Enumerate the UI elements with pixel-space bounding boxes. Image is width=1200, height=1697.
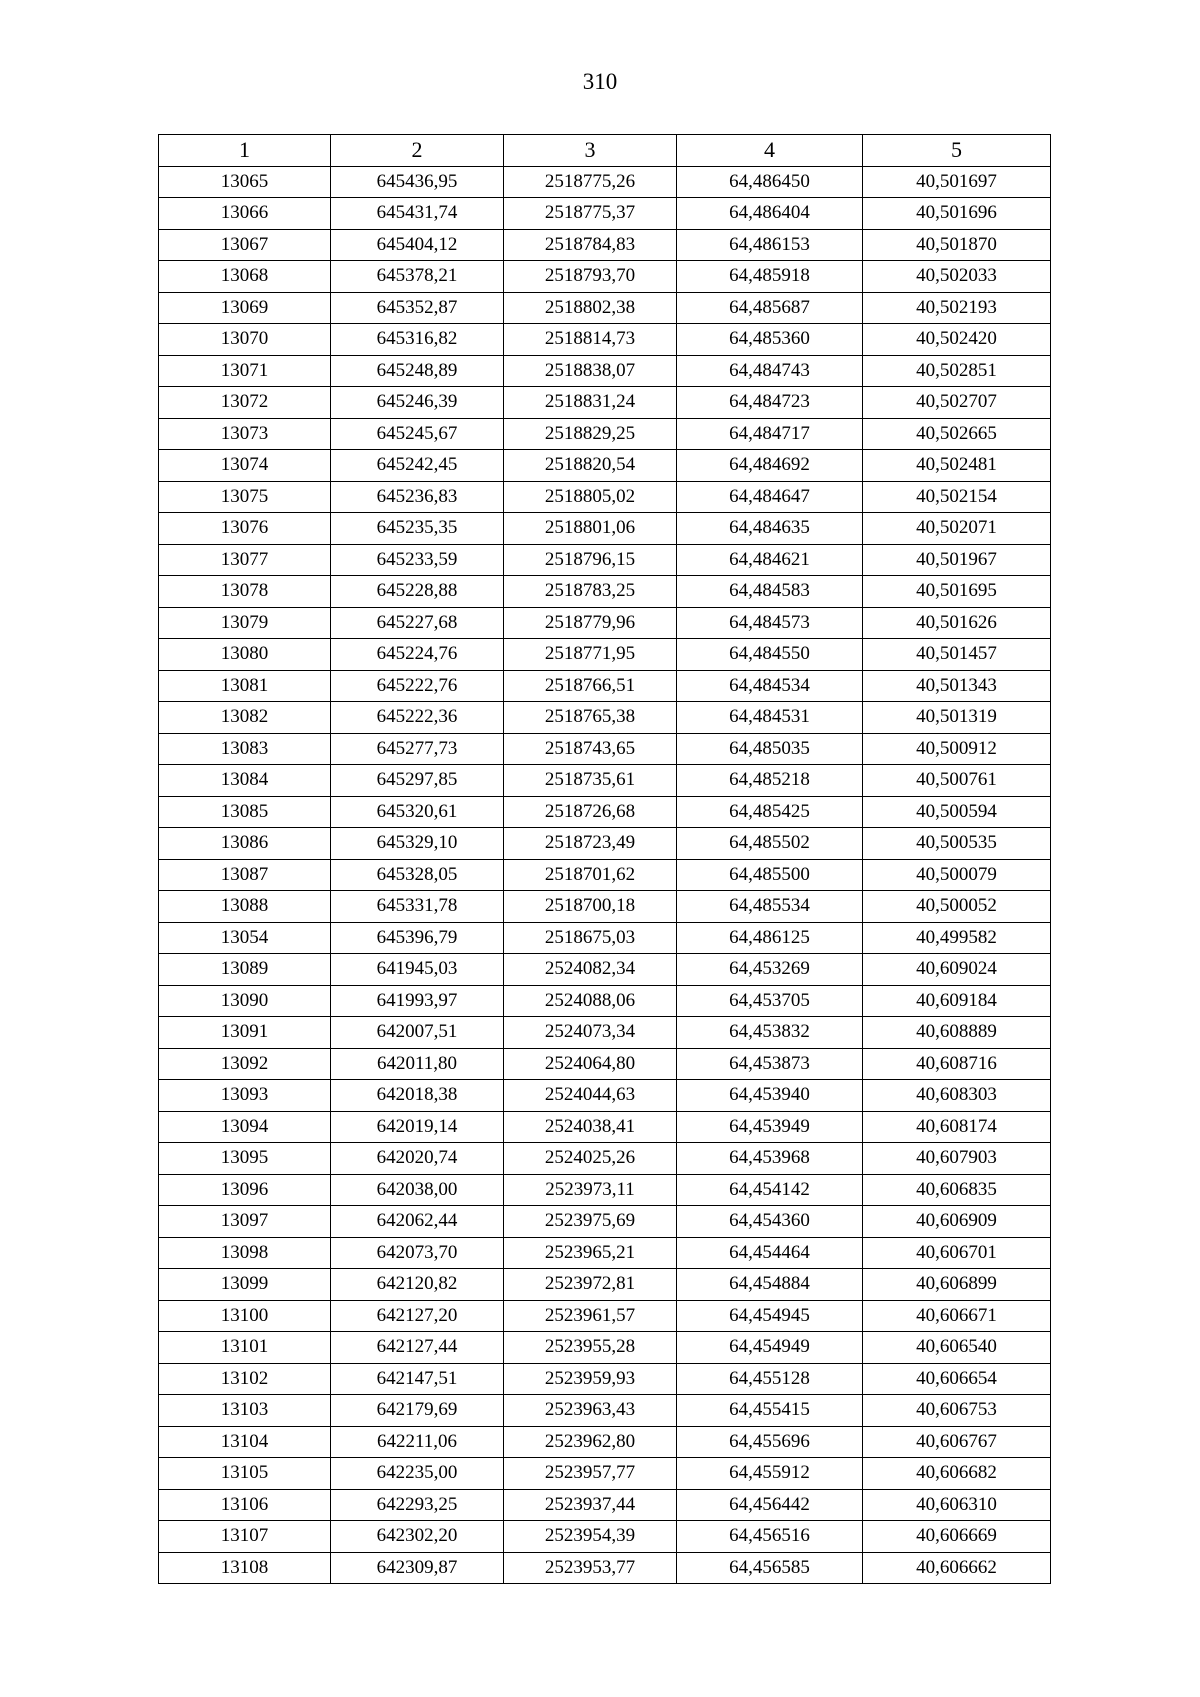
longitude-cell: 40,501695: [863, 576, 1051, 608]
y-coordinate-cell: 2518766,51: [504, 670, 677, 702]
table-row: [159, 1080, 1051, 1112]
table-row: [159, 1332, 1051, 1364]
longitude-cell: 40,606671: [863, 1300, 1051, 1332]
point-number-cell: 13070: [159, 324, 331, 356]
x-coordinate-cell: 645396,79: [331, 922, 504, 954]
point-number-cell: 13102: [159, 1363, 331, 1395]
x-coordinate-cell: 642235,00: [331, 1458, 504, 1490]
latitude-cell: 64,455912: [677, 1458, 863, 1490]
x-coordinate-cell: 642302,20: [331, 1521, 504, 1553]
table-row: [159, 1395, 1051, 1427]
y-coordinate-cell: 2523955,28: [504, 1332, 677, 1364]
table-row: [159, 985, 1051, 1017]
page-number: 310: [582, 69, 618, 94]
column-header: 5: [863, 135, 1051, 167]
longitude-cell: 40,502154: [863, 481, 1051, 513]
latitude-cell: 64,453940: [677, 1080, 863, 1112]
longitude-cell: 40,501697: [863, 166, 1051, 198]
latitude-cell: 64,485500: [677, 859, 863, 891]
latitude-cell: 64,454360: [677, 1206, 863, 1238]
point-number-cell: 13082: [159, 702, 331, 734]
longitude-cell: 40,609184: [863, 985, 1051, 1017]
y-coordinate-cell: 2518831,24: [504, 387, 677, 419]
longitude-cell: 40,501319: [863, 702, 1051, 734]
longitude-cell: 40,500912: [863, 733, 1051, 765]
x-coordinate-cell: 645248,89: [331, 355, 504, 387]
x-coordinate-cell: 641945,03: [331, 954, 504, 986]
table-row: [159, 1143, 1051, 1175]
point-number-cell: 13093: [159, 1080, 331, 1112]
y-coordinate-cell: 2518796,15: [504, 544, 677, 576]
latitude-cell: 64,484692: [677, 450, 863, 482]
x-coordinate-cell: 645316,82: [331, 324, 504, 356]
point-number-cell: 13085: [159, 796, 331, 828]
latitude-cell: 64,454945: [677, 1300, 863, 1332]
latitude-cell: 64,486450: [677, 166, 863, 198]
longitude-cell: 40,606540: [863, 1332, 1051, 1364]
table-row: [159, 1552, 1051, 1584]
point-number-cell: 13073: [159, 418, 331, 450]
longitude-cell: 40,606682: [863, 1458, 1051, 1490]
point-number-cell: 13108: [159, 1552, 331, 1584]
y-coordinate-cell: 2524038,41: [504, 1111, 677, 1143]
x-coordinate-cell: 645245,67: [331, 418, 504, 450]
latitude-cell: 64,454142: [677, 1174, 863, 1206]
latitude-cell: 64,453832: [677, 1017, 863, 1049]
longitude-cell: 40,501967: [863, 544, 1051, 576]
table-row: [159, 1521, 1051, 1553]
longitude-cell: 40,502481: [863, 450, 1051, 482]
point-number-cell: 13067: [159, 229, 331, 261]
latitude-cell: 64,485687: [677, 292, 863, 324]
point-number-cell: 13075: [159, 481, 331, 513]
point-number-cell: 13065: [159, 166, 331, 198]
table-row: [159, 544, 1051, 576]
latitude-cell: 64,484550: [677, 639, 863, 671]
latitude-cell: 64,453705: [677, 985, 863, 1017]
point-number-cell: 13086: [159, 828, 331, 860]
table-row: [159, 1174, 1051, 1206]
y-coordinate-cell: 2523954,39: [504, 1521, 677, 1553]
latitude-cell: 64,485534: [677, 891, 863, 923]
point-number-cell: 13083: [159, 733, 331, 765]
point-number-cell: 13100: [159, 1300, 331, 1332]
x-coordinate-cell: 645222,36: [331, 702, 504, 734]
table-row: [159, 859, 1051, 891]
point-number-cell: 13072: [159, 387, 331, 419]
latitude-cell: 64,484531: [677, 702, 863, 734]
x-coordinate-cell: 642179,69: [331, 1395, 504, 1427]
latitude-cell: 64,484534: [677, 670, 863, 702]
x-coordinate-cell: 642019,14: [331, 1111, 504, 1143]
longitude-cell: 40,502033: [863, 261, 1051, 293]
longitude-cell: 40,606909: [863, 1206, 1051, 1238]
point-number-cell: 13091: [159, 1017, 331, 1049]
longitude-cell: 40,608174: [863, 1111, 1051, 1143]
table-row: [159, 1111, 1051, 1143]
table-row: [159, 639, 1051, 671]
longitude-cell: 40,606654: [863, 1363, 1051, 1395]
table-row: [159, 922, 1051, 954]
point-number-cell: 13081: [159, 670, 331, 702]
latitude-cell: 64,486404: [677, 198, 863, 230]
point-number-cell: 13087: [159, 859, 331, 891]
latitude-cell: 64,454464: [677, 1237, 863, 1269]
latitude-cell: 64,485035: [677, 733, 863, 765]
x-coordinate-cell: 645224,76: [331, 639, 504, 671]
point-number-cell: 13098: [159, 1237, 331, 1269]
y-coordinate-cell: 2523957,77: [504, 1458, 677, 1490]
table-row: [159, 607, 1051, 639]
table-row: [159, 828, 1051, 860]
y-coordinate-cell: 2524044,63: [504, 1080, 677, 1112]
y-coordinate-cell: 2523962,80: [504, 1426, 677, 1458]
x-coordinate-cell: 642147,51: [331, 1363, 504, 1395]
y-coordinate-cell: 2518775,26: [504, 166, 677, 198]
table-row: [159, 1206, 1051, 1238]
point-number-cell: 13099: [159, 1269, 331, 1301]
longitude-cell: 40,500594: [863, 796, 1051, 828]
point-number-cell: 13105: [159, 1458, 331, 1490]
longitude-cell: 40,608716: [863, 1048, 1051, 1080]
point-number-cell: 13092: [159, 1048, 331, 1080]
longitude-cell: 40,501457: [863, 639, 1051, 671]
table-row: [159, 1363, 1051, 1395]
x-coordinate-cell: 642073,70: [331, 1237, 504, 1269]
longitude-cell: 40,502665: [863, 418, 1051, 450]
point-number-cell: 13089: [159, 954, 331, 986]
table-row: [159, 1048, 1051, 1080]
y-coordinate-cell: 2518726,68: [504, 796, 677, 828]
latitude-cell: 64,485218: [677, 765, 863, 797]
longitude-cell: 40,501696: [863, 198, 1051, 230]
point-number-cell: 13068: [159, 261, 331, 293]
x-coordinate-cell: 641993,97: [331, 985, 504, 1017]
table-row: [159, 292, 1051, 324]
y-coordinate-cell: 2518820,54: [504, 450, 677, 482]
longitude-cell: 40,500761: [863, 765, 1051, 797]
table-row: [159, 796, 1051, 828]
table-row: [159, 670, 1051, 702]
y-coordinate-cell: 2518784,83: [504, 229, 677, 261]
latitude-cell: 64,455128: [677, 1363, 863, 1395]
point-number-cell: 13074: [159, 450, 331, 482]
point-number-cell: 13077: [159, 544, 331, 576]
x-coordinate-cell: 645328,05: [331, 859, 504, 891]
longitude-cell: 40,501343: [863, 670, 1051, 702]
y-coordinate-cell: 2518700,18: [504, 891, 677, 923]
x-coordinate-cell: 642007,51: [331, 1017, 504, 1049]
longitude-cell: 40,609024: [863, 954, 1051, 986]
table-row: [159, 576, 1051, 608]
longitude-cell: 40,500079: [863, 859, 1051, 891]
table-row: [159, 198, 1051, 230]
longitude-cell: 40,499582: [863, 922, 1051, 954]
latitude-cell: 64,485425: [677, 796, 863, 828]
point-number-cell: 13066: [159, 198, 331, 230]
point-number-cell: 13088: [159, 891, 331, 923]
table-row: [159, 355, 1051, 387]
table-row: [159, 954, 1051, 986]
latitude-cell: 64,454884: [677, 1269, 863, 1301]
point-number-cell: 13071: [159, 355, 331, 387]
x-coordinate-cell: 645228,88: [331, 576, 504, 608]
x-coordinate-cell: 642011,80: [331, 1048, 504, 1080]
y-coordinate-cell: 2518814,73: [504, 324, 677, 356]
longitude-cell: 40,502707: [863, 387, 1051, 419]
y-coordinate-cell: 2518783,25: [504, 576, 677, 608]
point-number-cell: 13097: [159, 1206, 331, 1238]
y-coordinate-cell: 2518771,95: [504, 639, 677, 671]
latitude-cell: 64,453873: [677, 1048, 863, 1080]
latitude-cell: 64,484723: [677, 387, 863, 419]
table-row: [159, 891, 1051, 923]
table-row: [159, 1017, 1051, 1049]
longitude-cell: 40,606310: [863, 1489, 1051, 1521]
table-row: [159, 324, 1051, 356]
x-coordinate-cell: 645235,35: [331, 513, 504, 545]
table-row: [159, 1237, 1051, 1269]
x-coordinate-cell: 645246,39: [331, 387, 504, 419]
longitude-cell: 40,606767: [863, 1426, 1051, 1458]
point-number-cell: 13069: [159, 292, 331, 324]
y-coordinate-cell: 2524082,34: [504, 954, 677, 986]
x-coordinate-cell: 645431,74: [331, 198, 504, 230]
latitude-cell: 64,484717: [677, 418, 863, 450]
x-coordinate-cell: 645236,83: [331, 481, 504, 513]
longitude-cell: 40,502071: [863, 513, 1051, 545]
latitude-cell: 64,484743: [677, 355, 863, 387]
x-coordinate-cell: 645222,76: [331, 670, 504, 702]
table-header: [159, 135, 1051, 167]
y-coordinate-cell: 2518779,96: [504, 607, 677, 639]
longitude-cell: 40,606899: [863, 1269, 1051, 1301]
x-coordinate-cell: 645378,21: [331, 261, 504, 293]
latitude-cell: 64,486125: [677, 922, 863, 954]
column-header: 1: [159, 135, 331, 167]
x-coordinate-cell: 645233,59: [331, 544, 504, 576]
table-row: [159, 702, 1051, 734]
longitude-cell: 40,606669: [863, 1521, 1051, 1553]
table-row: [159, 733, 1051, 765]
table-row: [159, 1489, 1051, 1521]
longitude-cell: 40,606701: [863, 1237, 1051, 1269]
y-coordinate-cell: 2518805,02: [504, 481, 677, 513]
point-number-cell: 13079: [159, 607, 331, 639]
column-header: 4: [677, 135, 863, 167]
y-coordinate-cell: 2518838,07: [504, 355, 677, 387]
point-number-cell: 13094: [159, 1111, 331, 1143]
latitude-cell: 64,484621: [677, 544, 863, 576]
y-coordinate-cell: 2518775,37: [504, 198, 677, 230]
y-coordinate-cell: 2518743,65: [504, 733, 677, 765]
x-coordinate-cell: 645404,12: [331, 229, 504, 261]
table-row: [159, 418, 1051, 450]
table-row: [159, 387, 1051, 419]
longitude-cell: 40,501626: [863, 607, 1051, 639]
latitude-cell: 64,484635: [677, 513, 863, 545]
table-row: [159, 450, 1051, 482]
table-body: [159, 166, 1051, 1584]
y-coordinate-cell: 2524064,80: [504, 1048, 677, 1080]
y-coordinate-cell: 2518829,25: [504, 418, 677, 450]
x-coordinate-cell: 645277,73: [331, 733, 504, 765]
table-row: [159, 261, 1051, 293]
point-number-cell: 13106: [159, 1489, 331, 1521]
latitude-cell: 64,455696: [677, 1426, 863, 1458]
table-row: [159, 166, 1051, 198]
latitude-cell: 64,456442: [677, 1489, 863, 1521]
point-number-cell: 13084: [159, 765, 331, 797]
y-coordinate-cell: 2523953,77: [504, 1552, 677, 1584]
x-coordinate-cell: 642020,74: [331, 1143, 504, 1175]
point-number-cell: 13104: [159, 1426, 331, 1458]
table-row: [159, 513, 1051, 545]
y-coordinate-cell: 2523965,21: [504, 1237, 677, 1269]
latitude-cell: 64,486153: [677, 229, 863, 261]
table-row: [159, 481, 1051, 513]
y-coordinate-cell: 2518801,06: [504, 513, 677, 545]
table-row: [159, 1458, 1051, 1490]
latitude-cell: 64,456516: [677, 1521, 863, 1553]
x-coordinate-cell: 642309,87: [331, 1552, 504, 1584]
longitude-cell: 40,502193: [863, 292, 1051, 324]
table-row: [159, 229, 1051, 261]
latitude-cell: 64,484583: [677, 576, 863, 608]
table-row: [159, 1300, 1051, 1332]
x-coordinate-cell: 642293,25: [331, 1489, 504, 1521]
longitude-cell: 40,501870: [863, 229, 1051, 261]
y-coordinate-cell: 2518701,62: [504, 859, 677, 891]
longitude-cell: 40,502420: [863, 324, 1051, 356]
y-coordinate-cell: 2524073,34: [504, 1017, 677, 1049]
latitude-cell: 64,485360: [677, 324, 863, 356]
point-number-cell: 13080: [159, 639, 331, 671]
x-coordinate-cell: 642127,20: [331, 1300, 504, 1332]
x-coordinate-cell: 642062,44: [331, 1206, 504, 1238]
x-coordinate-cell: 645352,87: [331, 292, 504, 324]
y-coordinate-cell: 2523959,93: [504, 1363, 677, 1395]
latitude-cell: 64,453949: [677, 1111, 863, 1143]
longitude-cell: 40,502851: [863, 355, 1051, 387]
x-coordinate-cell: 642120,82: [331, 1269, 504, 1301]
latitude-cell: 64,455415: [677, 1395, 863, 1427]
y-coordinate-cell: 2523937,44: [504, 1489, 677, 1521]
y-coordinate-cell: 2523973,11: [504, 1174, 677, 1206]
y-coordinate-cell: 2524025,26: [504, 1143, 677, 1175]
longitude-cell: 40,607903: [863, 1143, 1051, 1175]
y-coordinate-cell: 2524088,06: [504, 985, 677, 1017]
table-row: [159, 1426, 1051, 1458]
latitude-cell: 64,484573: [677, 607, 863, 639]
point-number-cell: 13096: [159, 1174, 331, 1206]
longitude-cell: 40,500052: [863, 891, 1051, 923]
longitude-cell: 40,606753: [863, 1395, 1051, 1427]
y-coordinate-cell: 2523972,81: [504, 1269, 677, 1301]
point-number-cell: 13101: [159, 1332, 331, 1364]
point-number-cell: 13095: [159, 1143, 331, 1175]
y-coordinate-cell: 2518723,49: [504, 828, 677, 860]
column-header: 3: [504, 135, 677, 167]
x-coordinate-cell: 645227,68: [331, 607, 504, 639]
y-coordinate-cell: 2518802,38: [504, 292, 677, 324]
y-coordinate-cell: 2523961,57: [504, 1300, 677, 1332]
coordinates-table: [158, 134, 1051, 1584]
latitude-cell: 64,485502: [677, 828, 863, 860]
header-row: [159, 135, 1051, 167]
x-coordinate-cell: 642038,00: [331, 1174, 504, 1206]
column-header: 2: [331, 135, 504, 167]
x-coordinate-cell: 645297,85: [331, 765, 504, 797]
point-number-cell: 13054: [159, 922, 331, 954]
y-coordinate-cell: 2518735,61: [504, 765, 677, 797]
longitude-cell: 40,608889: [863, 1017, 1051, 1049]
y-coordinate-cell: 2518675,03: [504, 922, 677, 954]
point-number-cell: 13090: [159, 985, 331, 1017]
x-coordinate-cell: 645242,45: [331, 450, 504, 482]
y-coordinate-cell: 2523975,69: [504, 1206, 677, 1238]
x-coordinate-cell: 645329,10: [331, 828, 504, 860]
longitude-cell: 40,500535: [863, 828, 1051, 860]
x-coordinate-cell: 645436,95: [331, 166, 504, 198]
x-coordinate-cell: 642127,44: [331, 1332, 504, 1364]
latitude-cell: 64,456585: [677, 1552, 863, 1584]
longitude-cell: 40,608303: [863, 1080, 1051, 1112]
x-coordinate-cell: 642211,06: [331, 1426, 504, 1458]
x-coordinate-cell: 645331,78: [331, 891, 504, 923]
point-number-cell: 13103: [159, 1395, 331, 1427]
point-number-cell: 13078: [159, 576, 331, 608]
longitude-cell: 40,606662: [863, 1552, 1051, 1584]
x-coordinate-cell: 642018,38: [331, 1080, 504, 1112]
table-row: [159, 765, 1051, 797]
y-coordinate-cell: 2518793,70: [504, 261, 677, 293]
point-number-cell: 13107: [159, 1521, 331, 1553]
y-coordinate-cell: 2518765,38: [504, 702, 677, 734]
longitude-cell: 40,606835: [863, 1174, 1051, 1206]
latitude-cell: 64,485918: [677, 261, 863, 293]
latitude-cell: 64,484647: [677, 481, 863, 513]
y-coordinate-cell: 2523963,43: [504, 1395, 677, 1427]
latitude-cell: 64,453269: [677, 954, 863, 986]
latitude-cell: 64,453968: [677, 1143, 863, 1175]
latitude-cell: 64,454949: [677, 1332, 863, 1364]
x-coordinate-cell: 645320,61: [331, 796, 504, 828]
table-row: [159, 1269, 1051, 1301]
point-number-cell: 13076: [159, 513, 331, 545]
